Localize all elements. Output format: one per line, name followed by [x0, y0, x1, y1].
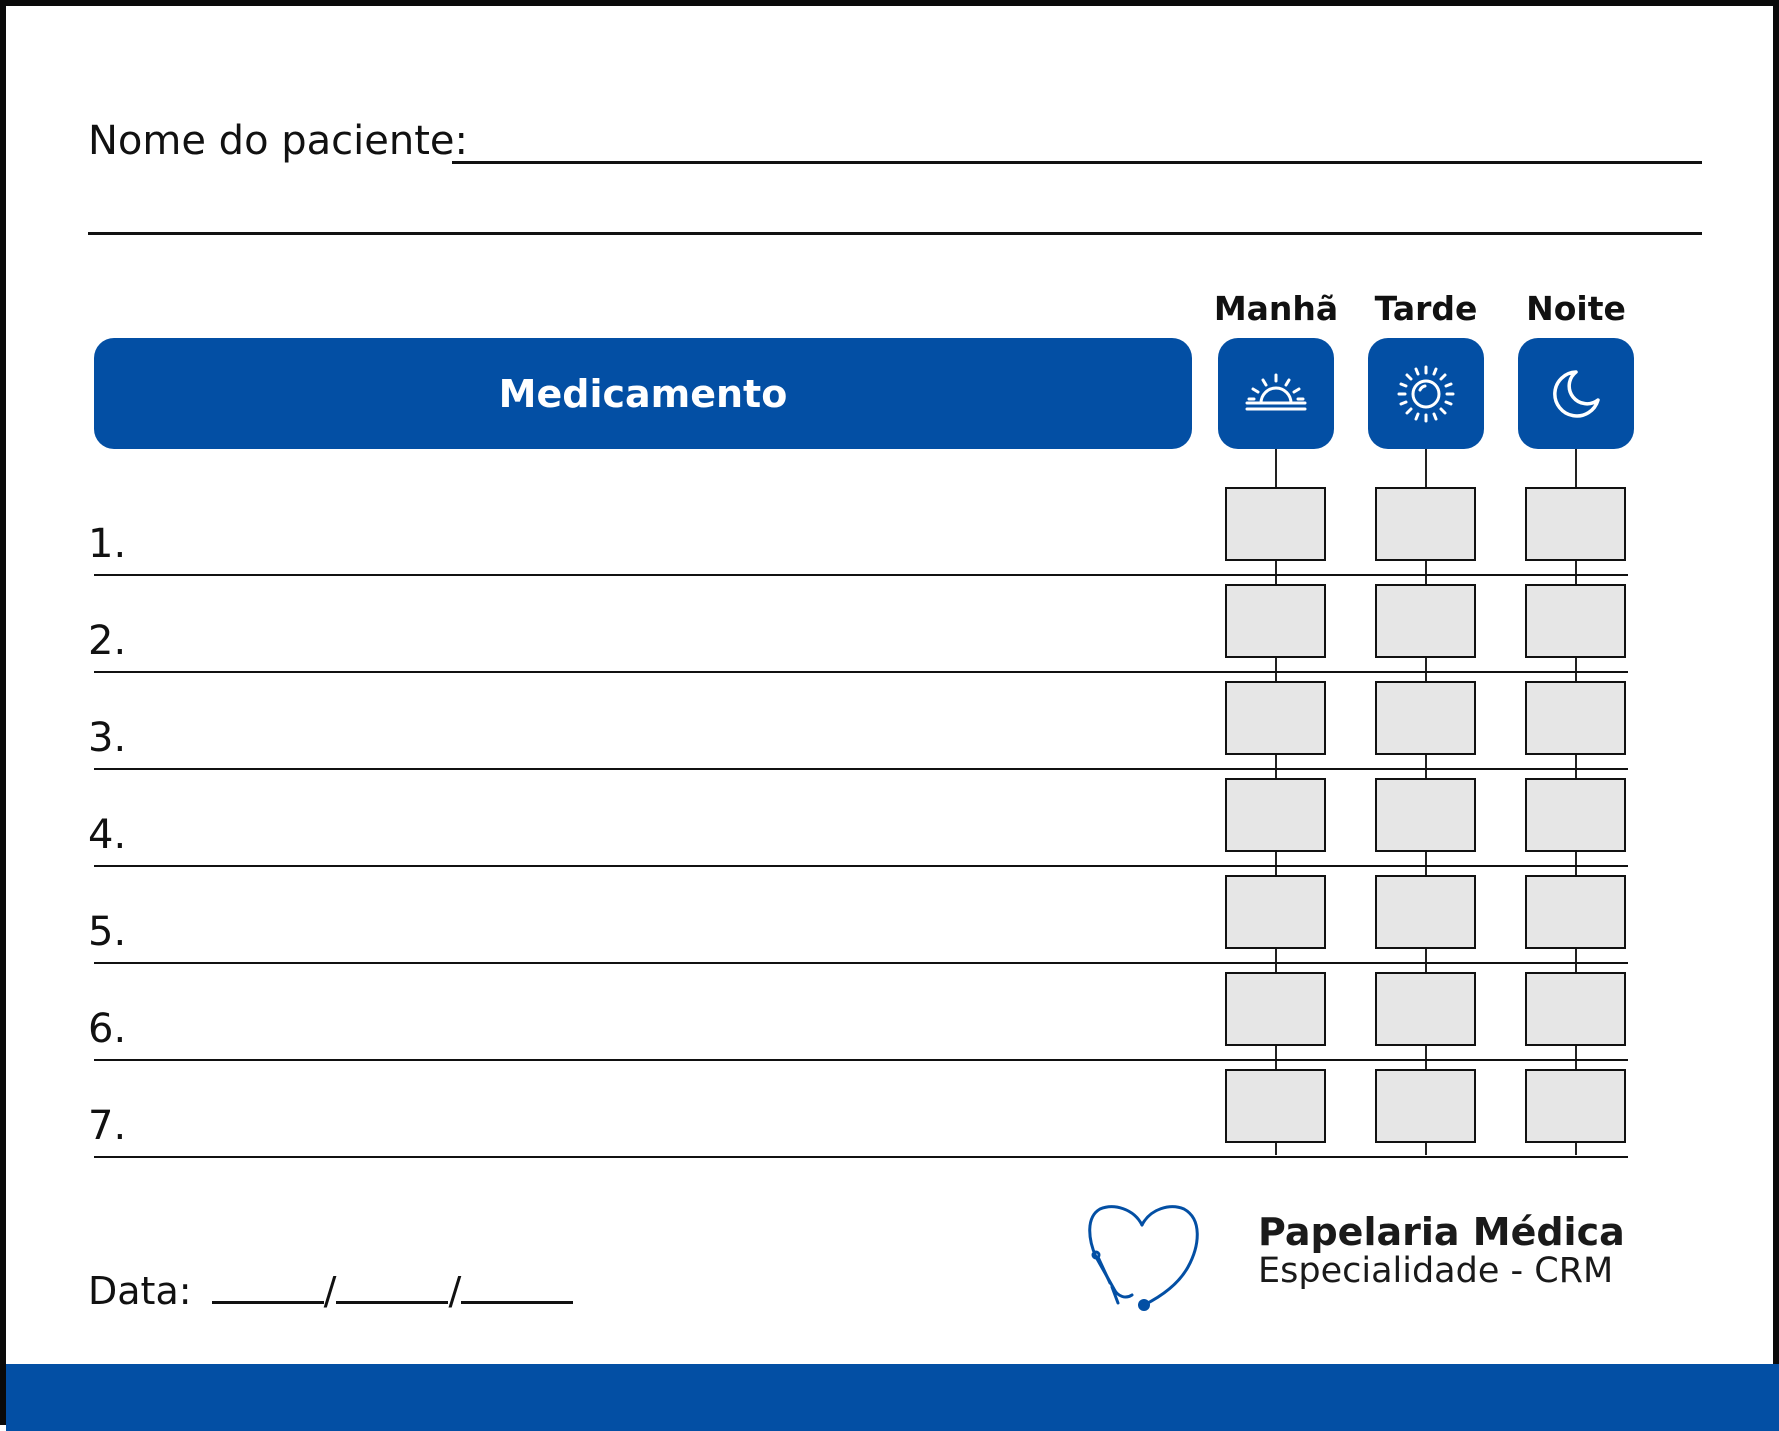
patient-name-line-1[interactable] [452, 161, 1702, 164]
date-year-blank[interactable] [461, 1271, 573, 1304]
moon-icon [1546, 364, 1606, 424]
date-label: Data: [88, 1269, 192, 1313]
patient-name-line-2[interactable] [88, 232, 1702, 235]
checkbox-night[interactable] [1525, 1069, 1626, 1143]
stethoscope-heart-icon [1084, 1201, 1202, 1313]
medication-line[interactable] [94, 962, 1628, 964]
medication-line[interactable] [94, 1059, 1628, 1061]
medication-line[interactable] [94, 1156, 1628, 1158]
checkbox-afternoon[interactable] [1375, 778, 1476, 852]
row-number: 3. [88, 715, 127, 761]
checkbox-morning[interactable] [1225, 875, 1326, 949]
checkbox-night[interactable] [1525, 584, 1626, 658]
row-number: 7. [88, 1103, 127, 1149]
period-label-night: Noite [1526, 289, 1626, 328]
sunrise-icon [1241, 369, 1311, 419]
sun-icon [1394, 362, 1458, 426]
checkbox-night[interactable] [1525, 875, 1626, 949]
checkbox-night[interactable] [1525, 778, 1626, 852]
checkbox-afternoon[interactable] [1375, 972, 1476, 1046]
medication-header-label: Medicamento [498, 371, 788, 416]
date-month-blank[interactable] [336, 1271, 448, 1304]
checkbox-morning[interactable] [1225, 487, 1326, 561]
medication-line[interactable] [94, 865, 1628, 867]
checkbox-night[interactable] [1525, 972, 1626, 1046]
period-label-afternoon: Tarde [1374, 289, 1478, 328]
checkbox-afternoon[interactable] [1375, 1069, 1476, 1143]
checkbox-afternoon[interactable] [1375, 487, 1476, 561]
date-separator-1: / [323, 1269, 337, 1313]
checkbox-afternoon[interactable] [1375, 584, 1476, 658]
checkbox-morning[interactable] [1225, 778, 1326, 852]
brand-subtitle: Especialidade - CRM [1258, 1251, 1614, 1291]
footer-accent-bar [6, 1364, 1779, 1431]
period-icon-night [1518, 338, 1634, 449]
period-icon-afternoon [1368, 338, 1484, 449]
checkbox-afternoon[interactable] [1375, 875, 1476, 949]
row-number: 4. [88, 812, 127, 858]
row-number: 1. [88, 521, 127, 567]
checkbox-morning[interactable] [1225, 681, 1326, 755]
medication-header [94, 338, 1192, 449]
date-separator-2: / [448, 1269, 462, 1313]
medication-line[interactable] [94, 768, 1628, 770]
checkbox-morning[interactable] [1225, 584, 1326, 658]
date-day-blank[interactable] [212, 1271, 324, 1304]
row-number: 6. [88, 1006, 127, 1052]
checkbox-night[interactable] [1525, 681, 1626, 755]
checkbox-night[interactable] [1525, 487, 1626, 561]
period-label-morning: Manhã [1213, 289, 1339, 328]
checkbox-morning[interactable] [1225, 1069, 1326, 1143]
brand-title: Papelaria Médica [1258, 1210, 1625, 1254]
period-icon-morning [1218, 338, 1334, 449]
patient-name-label: Nome do paciente: [88, 118, 468, 164]
row-number: 5. [88, 909, 127, 955]
date-field [88, 1269, 573, 1313]
medication-line[interactable] [94, 574, 1628, 576]
checkbox-morning[interactable] [1225, 972, 1326, 1046]
medication-line[interactable] [94, 671, 1628, 673]
row-number: 2. [88, 618, 127, 664]
checkbox-afternoon[interactable] [1375, 681, 1476, 755]
